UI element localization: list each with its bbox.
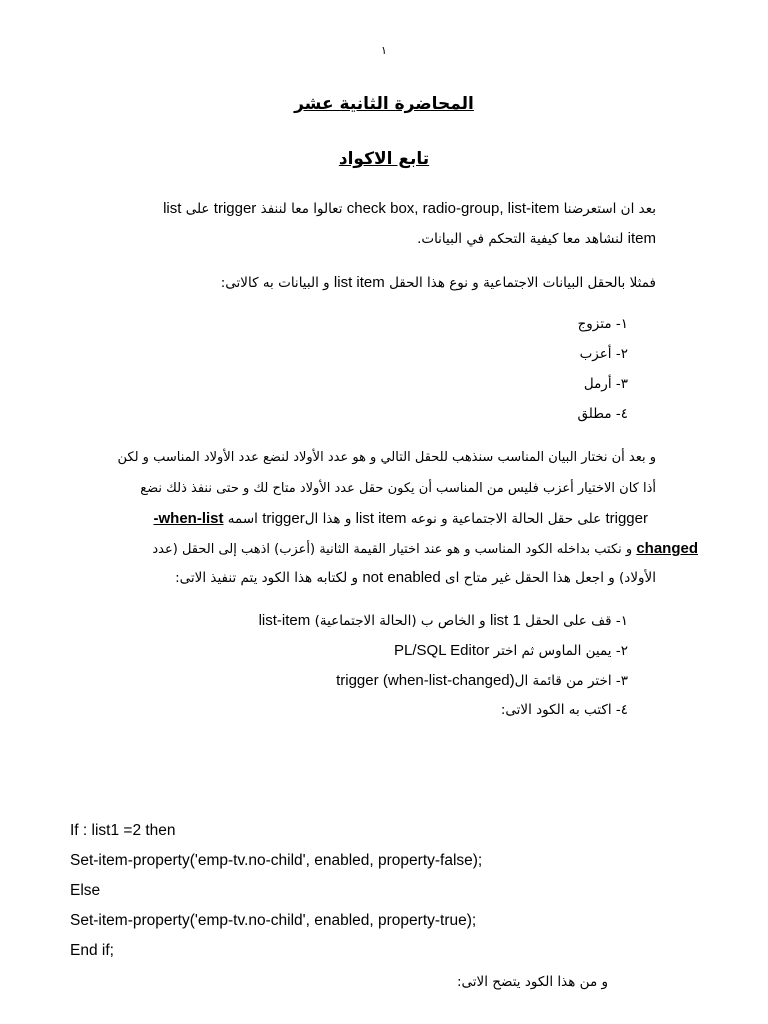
- step-1-ar-2: و الخاص ب (الحالة الاجتماعية): [314, 613, 486, 629]
- p5-ar-1: الأولاد) و اجعل هذا الحقل غير متاح اى: [445, 570, 656, 586]
- step-2: [394, 642, 628, 659]
- example-line: [221, 274, 656, 291]
- list-item: ٤- مطلق: [577, 406, 628, 422]
- example-ar-2: و البيانات به كالاتى:: [220, 275, 330, 291]
- paragraph-line-2: أذا كان الاختيار أعزب فليس من المناسب أن يكون حقل عدد الأولاد متاح لك و حتى ننفذ ذلك نضع: [140, 481, 656, 496]
- list-item: ١- متزوج: [577, 316, 628, 332]
- p3-en-4: when-list-: [153, 510, 224, 527]
- step-3-en-2: (when-list-changed): [382, 672, 515, 689]
- p4-en: changed: [636, 540, 698, 557]
- p3-ar-1: على حقل الحالة الاجتماعية و نوعه: [410, 511, 602, 527]
- page-title: المحاضرة الثانية عشر: [294, 94, 474, 114]
- example-en-1: list item: [333, 274, 385, 291]
- p4-ar: و نكتب بداخله الكود المناسب و هو عند اختيار القيمة الثانية (أعزب) اذهب إلى الحقل (عدد: [152, 542, 633, 557]
- step-3: [336, 672, 628, 689]
- page-subtitle: تابع الاكواد: [338, 149, 430, 169]
- code-line: End if;: [70, 942, 114, 959]
- p3-en-3: trigger: [262, 510, 305, 527]
- intro-ar-1: بعد ان استعرضنا: [563, 201, 656, 217]
- p3-en-2: list item: [355, 510, 407, 527]
- page-number: ١: [381, 44, 387, 57]
- step-2-ar: ٢- يمين الماوس ثم اختر: [493, 643, 628, 659]
- paragraph-line-3: [153, 510, 648, 527]
- paragraph-line-5: [175, 569, 656, 586]
- list-item: ٣- أرمل: [583, 376, 628, 392]
- step-4: ٤- اكتب به الكود الاتى:: [500, 702, 628, 718]
- p3-en-1: trigger: [605, 510, 648, 527]
- intro-line-2: [417, 230, 656, 247]
- intro-line-1: [163, 200, 656, 217]
- step-1-en-2: list-item: [258, 612, 311, 629]
- code-line: Set-item-property('emp-tv.no-child', enabled, property-true);: [70, 912, 477, 929]
- code-line: If : list1 =2 then: [70, 822, 176, 839]
- paragraph-line-1: و بعد أن نختار البيان المناسب سنذهب للحقل التالي و هو عدد الأولاد لنضع عدد الأولاد المناسب و لكن: [117, 450, 656, 465]
- code-line: Else: [70, 882, 101, 899]
- intro-en-3: list: [163, 200, 182, 217]
- code-line: Set-item-property('emp-tv.no-child', enabled, property-false);: [70, 852, 483, 869]
- p3-ar-2: و هذا ال: [304, 511, 352, 527]
- list-item: ٢- أعزب: [579, 346, 628, 362]
- p3-ar-3: اسمه: [227, 511, 258, 527]
- footer-text: و من هذا الكود يتضح الاتى:: [456, 974, 608, 990]
- step-1-en-1: list 1: [490, 612, 521, 629]
- p5-ar-2: و لكتابه هذا الكود يتم تنفيذ الاتى:: [175, 570, 359, 586]
- step-3-ar: ٣- اختر من قائمة ال: [514, 673, 628, 689]
- example-ar-1: فمثلا بالحقل البيانات الاجتماعية و نوع هذا الحقل: [389, 275, 656, 291]
- paragraph-line-4: [152, 540, 698, 557]
- intro-line-2-text: لنشاهد معا كيفية التحكم في البيانات.: [417, 231, 624, 247]
- intro-en-1: check box, radio-group, list-item: [346, 200, 560, 217]
- intro-item-word: item: [627, 230, 656, 247]
- step-3-en: trigger: [336, 672, 379, 689]
- step-1: [259, 612, 628, 629]
- intro-en-2: trigger: [213, 200, 257, 217]
- intro-ar-3: على: [185, 201, 210, 217]
- p5-en: not enabled: [362, 569, 441, 586]
- step-1-ar-1: ١- قف على الحقل: [525, 613, 628, 629]
- intro-ar-2: تعالوا معا لننفذ: [260, 201, 343, 217]
- step-2-en: PL/SQL Editor: [394, 642, 490, 659]
